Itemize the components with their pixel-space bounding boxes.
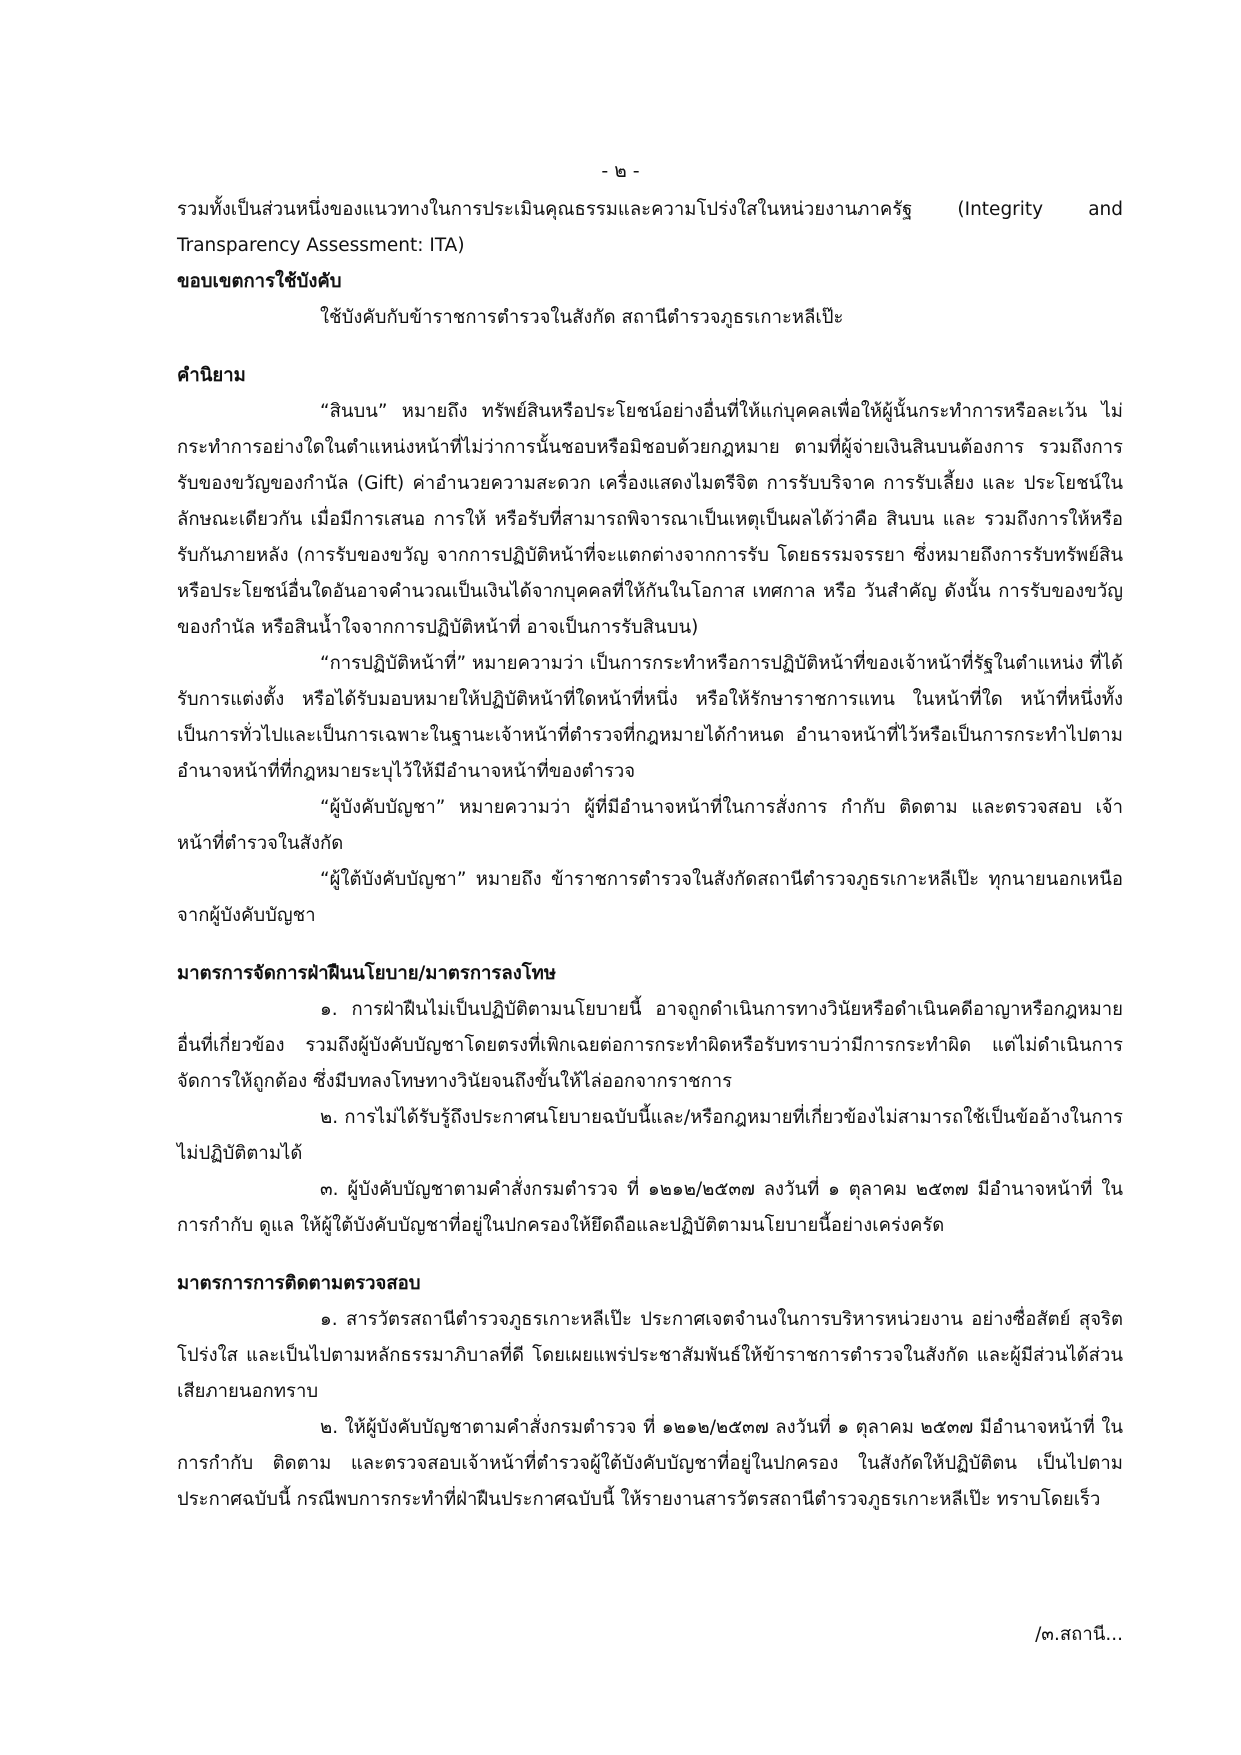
monitoring-heading: มาตรการการติดตามตรวจสอบ [177, 1273, 421, 1294]
scope-text: ใช้บังคับกับข้าราชการตำรวจในสังกัด สถานีตำรวจภูธรเกาะหลีเป๊ะ [320, 307, 844, 328]
section-gap [177, 934, 1123, 956]
intro-paragraph: รวมทั้งเป็นส่วนหนึ่งของแนวทางในการประเมินคุณธรรมและความโปร่งใสในหน่วยงานภาครัฐ (Integrity and Transparency Assessment: ITA) [177, 199, 1123, 256]
definition-commander: “ผู้บังคับบัญชา” หมายความว่า ผู้ที่มีอำนาจหน้าที่ในการสั่งการ กำกับ ติดตาม และตรวจสอบ เจ้าหน้าที่ตำรวจในสังกัด [177, 797, 1123, 854]
violation-item-2: ๒. การไม่ได้รับรู้ถึงประกาศนโยบายฉบับนี้และ/หรือกฎหมายที่เกี่ยวข้องไม่สามารถใช้เป็นข้ออ้างในการไม่ปฏิบัติตามได้ [177, 1107, 1123, 1164]
scope-heading: ขอบเขตการใช้บังคับ [177, 271, 342, 292]
definition-duty: “การปฏิบัติหน้าที่” หมายความว่า เป็นการกระทำหรือการปฏิบัติหน้าที่ของเจ้าหน้าที่รัฐในตำแหน่ง ที่ได้รับการแต่งตั้ง หรือได้รับมอบหมายให้ปฏิบัติหน้าที่ใดหน้าที่หนึ่ง หรือให้รักษาราชการแทน ในหน้าที่ใด หน้าที่หนึ่งทั้งเป็นการทั่วไปและเป็นการเฉพาะในฐานะเจ้าหน้าที่ตำรวจที่กฎหมายได้กำหนด อำนาจหน้าที่ไว้หรือเป็นการกระทำไปตามอำนาจหน้าที่ที่กฎหมายระบุไว้ให้มีอำนาจหน้าที่ของตำรวจ [177, 653, 1123, 782]
page-number: - ๒ - [601, 160, 640, 182]
definitions-heading: คำนิยาม [177, 365, 246, 386]
section-gap [177, 336, 1123, 358]
monitoring-item-1: ๑. สารวัตรสถานีตำรวจภูธรเกาะหลีเป๊ะ ประกาศเจตจำนงในการบริหารหน่วยงาน อย่างซื่อสัตย์ สุจริต โปร่งใส และเป็นไปตามหลักธรรมาภิบาลที่ดี โดยเผยแพร่ประชาสัมพันธ์ให้ข้าราชการตำรวจในสังกัด และผู้มีส่วนได้ส่วนเสียภายนอกทราบ [177, 1309, 1123, 1402]
violations-heading: มาตรการจัดการฝ่าฝืนนโยบาย/มาตรการลงโทษ [177, 963, 557, 984]
monitoring-item-2: ๒. ให้ผู้บังคับบัญชาตามคำสั่งกรมตำรวจ ที่ ๑๒๑๒/๒๕๓๗ ลงวันที่ ๑ ตุลาคม ๒๕๓๗ มีอำนาจหน้าที่ ในการกำกับ ติดตาม และตรวจสอบเจ้าหน้าที่ตำรวจผู้ใต้บังคับบัญชาที่อยู่ในปกครอง ในสังกัดให้ปฏิบัติตน เป็นไปตามประกาศฉบับนี้ กรณีพบการกระทำที่ฝ่าฝืนประกาศฉบับนี้ ให้รายงานสารวัตรสถานีตำรวจภูธรเกาะหลีเป๊ะ ทราบโดยเร็ว [177, 1417, 1123, 1510]
document-body [177, 192, 1123, 1518]
violation-item-3: ๓. ผู้บังคับบัญชาตามคำสั่งกรมตำรวจ ที่ ๑๒๑๒/๒๕๓๗ ลงวันที่ ๑ ตุลาคม ๒๕๓๗ มีอำนาจหน้าที่ ในการกำกับ ดูแล ให้ผู้ใต้บังคับบัญชาที่อยู่ในปกครองให้ยึดถือและปฏิบัติตามนโยบายนี้อย่างเคร่งครัด [177, 1179, 1123, 1236]
definition-bribe: “สินบน” หมายถึง ทรัพย์สินหรือประโยชน์อย่างอื่นที่ให้แก่บุคคลเพื่อให้ผู้นั้นกระทำการหรือละเว้น ไม่กระทำการอย่างใดในตำแหน่งหน้าที่ไม่ว่าการนั้นชอบหรือมิชอบด้วยกฎหมาย ตามที่ผู้จ่ายเงินสินบนต้องการ รวมถึงการรับของขวัญของกำนัล (Gift) ค่าอำนวยความสะดวก เครื่องแสดงไมตรีจิต การรับบริจาค การรับเลี้ยง และ ประโยชน์ในลักษณะเดียวกัน เมื่อมีการเสนอ การให้ หรือรับที่สามารถพิจารณาเป็นเหตุเป็นผลได้ว่าคือ สินบน และ รวมถึงการให้หรือรับกันภายหลัง (การรับของขวัญ จากการปฏิบัติหน้าที่จะแตกต่างจากการรับ โดยธรรมจรรยา ซึ่งหมายถึงการรับทรัพย์สินหรือประโยชน์อื่นใดอันอาจคำนวณเป็นเงินได้จากบุคคลที่ให้กันในโอกาส เทศกาล หรือ วันสำคัญ ดังนั้น การรับของขวัญ ของกำนัล หรือสินน้ำใจจากการปฏิบัติหน้าที่ อาจเป็นการรับสินบน) [177, 401, 1123, 638]
definition-subordinate: “ผู้ใต้บังคับบัญชา” หมายถึง ข้าราชการตำรวจในสังกัดสถานีตำรวจภูธรเกาะหลีเป๊ะ ทุกนายนอกเหนือจากผู้บังคับบัญชา [177, 869, 1123, 926]
continuation-marker: /๓.สถานี... [1035, 1624, 1123, 1645]
violation-item-1: ๑. การฝ่าฝืนไม่เป็นปฏิบัติตามนโยบายนี้ อาจถูกดำเนินการทางวินัยหรือดำเนินคดีอาญาหรือกฎหมาย อื่นที่เกี่ยวข้อง รวมถึงผู้บังคับบัญชาโดยตรงที่เพิกเฉยต่อการกระทำผิดหรือรับทราบว่ามีการกระทำผิด แต่ไม่ดำเนินการจัดการให้ถูกต้อง ซึ่งมีบทลงโทษทางวินัยจนถึงขั้นให้ไล่ออกจากราชการ [177, 999, 1123, 1092]
section-gap [177, 1244, 1123, 1266]
